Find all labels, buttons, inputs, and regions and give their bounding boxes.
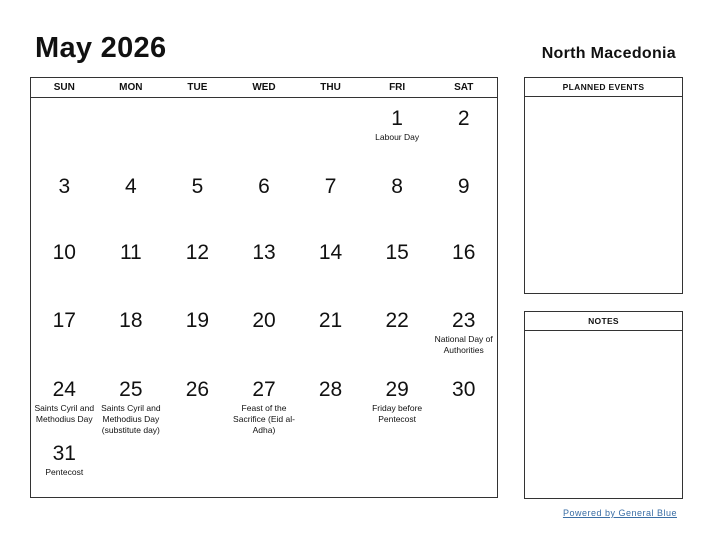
day-cell <box>430 369 497 433</box>
day-cell <box>164 300 231 369</box>
day-number: 2 <box>457 107 470 130</box>
day-number: 28 <box>318 378 343 401</box>
country-name: North Macedonia <box>541 45 676 62</box>
day-cell <box>297 369 364 433</box>
notes-panel <box>524 311 683 499</box>
holiday-label: Friday before Pentecost <box>372 403 423 424</box>
day-cell <box>430 98 497 166</box>
day-cell <box>364 98 431 166</box>
day-cell <box>297 300 364 369</box>
day-cell <box>31 232 98 300</box>
day-number: 22 <box>385 309 409 332</box>
day-cell <box>297 166 364 232</box>
day-number: 15 <box>385 241 409 264</box>
day-number: 14 <box>318 241 343 264</box>
day-number: 12 <box>185 241 210 264</box>
holiday-label: Labour Day <box>375 132 420 142</box>
day-number: 26 <box>185 378 210 401</box>
notes-title: NOTES <box>525 312 682 331</box>
day-number: 21 <box>318 309 343 332</box>
day-number: 13 <box>252 241 276 264</box>
weekday-thu: THU <box>320 82 341 93</box>
holiday-label: Saints Cyril and Methodius Day <box>34 403 95 424</box>
day-number: 4 <box>125 175 137 198</box>
day-number: 18 <box>119 309 143 332</box>
day-cell <box>31 166 98 232</box>
day-number: 9 <box>457 175 470 198</box>
day-cell <box>430 433 497 488</box>
day-cell <box>31 98 98 166</box>
day-cell <box>297 433 364 488</box>
day-cell <box>31 369 98 433</box>
day-cell <box>98 98 165 166</box>
day-cell <box>164 166 231 232</box>
day-number: 16 <box>452 241 476 264</box>
day-number: 31 <box>52 442 76 465</box>
weekday-mon: MON <box>119 82 143 93</box>
holiday-label: Pentecost <box>45 467 84 477</box>
day-number: 20 <box>252 309 276 332</box>
day-cell <box>297 98 364 166</box>
day-cell <box>231 166 298 232</box>
day-cell <box>164 369 231 433</box>
day-cell <box>231 433 298 488</box>
day-number: 10 <box>52 241 76 264</box>
day-number: 1 <box>391 107 403 130</box>
day-number: 11 <box>119 241 142 264</box>
day-number: 8 <box>391 175 403 198</box>
day-cell <box>164 98 231 166</box>
day-cell <box>98 232 165 300</box>
weekday-header <box>31 78 497 98</box>
day-cell <box>364 300 431 369</box>
day-cell <box>31 300 98 369</box>
day-cell <box>31 433 98 488</box>
planned-events-title: PLANNED EVENTS <box>525 78 682 97</box>
powered-by-link[interactable]: Powered by General Blue <box>562 508 677 518</box>
day-number: 19 <box>185 309 210 332</box>
day-cell <box>231 232 298 300</box>
day-cell <box>364 369 431 433</box>
day-cell <box>98 166 165 232</box>
weekday-tue: TUE <box>187 82 208 93</box>
weekday-wed: WED <box>252 82 276 93</box>
day-number: 24 <box>52 378 76 401</box>
day-cell <box>430 166 497 232</box>
day-cell <box>98 300 165 369</box>
page-title: May 2026 <box>35 32 167 64</box>
holiday-label: Feast of the Sacrifice (Eid al-Adha) <box>233 403 295 435</box>
day-cell <box>231 369 298 433</box>
day-cell <box>98 433 165 488</box>
day-number: 5 <box>191 175 204 198</box>
day-cell <box>364 232 431 300</box>
day-cell <box>297 232 364 300</box>
holiday-label: Saints Cyril and Methodius Day (substitute day) <box>101 403 161 435</box>
holiday-label: National Day of Authorities <box>434 334 493 355</box>
day-number: 25 <box>119 378 143 401</box>
day-cell <box>164 232 231 300</box>
day-number: 3 <box>58 175 71 198</box>
day-cell <box>430 232 497 300</box>
day-number: 7 <box>324 175 337 198</box>
weekday-fri: FRI <box>389 82 406 93</box>
day-cell <box>231 300 298 369</box>
day-number: 27 <box>252 378 276 401</box>
day-cell <box>98 369 165 433</box>
day-cell <box>430 300 497 369</box>
weekday-sun: SUN <box>53 82 75 93</box>
day-number: 29 <box>385 378 409 401</box>
weekday-sat: SAT <box>454 82 474 93</box>
day-cell <box>164 433 231 488</box>
day-number: 6 <box>258 175 270 198</box>
calendar <box>30 77 498 498</box>
day-number: 30 <box>452 378 476 401</box>
day-cell <box>231 98 298 166</box>
day-number: 23 <box>452 309 476 332</box>
day-number: 17 <box>52 309 76 332</box>
day-cell <box>364 166 431 232</box>
day-cell <box>364 433 431 488</box>
calendar-grid <box>31 98 497 488</box>
planned-events-panel <box>524 77 683 294</box>
